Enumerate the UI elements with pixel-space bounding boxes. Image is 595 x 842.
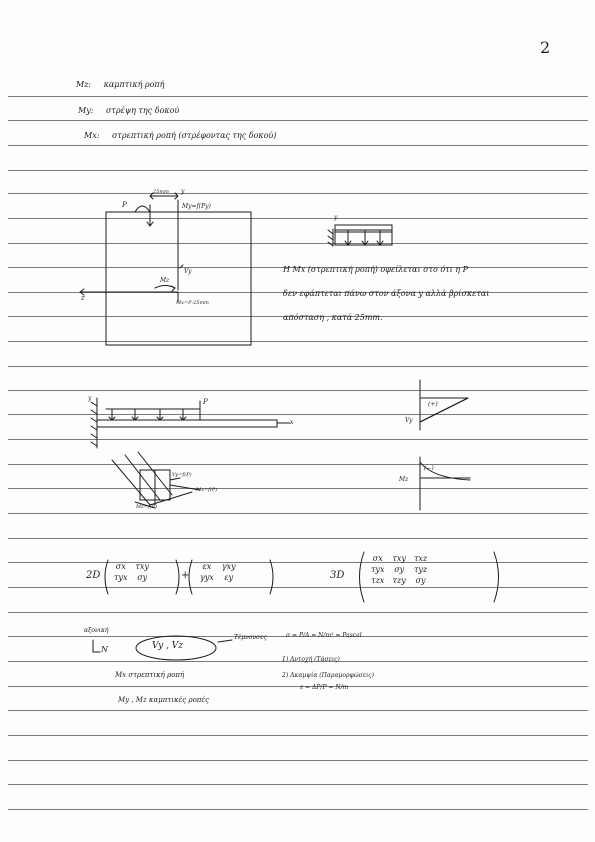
moment-sign: (−) [424,465,434,472]
mx-line: Mx στρεπτική ροπή [115,671,185,679]
element-mx: Mx=f(P) [196,487,218,493]
beam-y: y [88,395,92,402]
matrix-cell: τxz [413,554,428,563]
fig1-p: P [122,201,127,209]
matrix-cell: εy [224,573,234,582]
stress-matrix-3d [367,553,431,586]
strain-matrix-2d [196,561,240,583]
matrix-brackets [105,552,499,602]
fig1-vy: Vy [184,268,192,275]
shear-sign: (+) [428,401,438,408]
shear-note: Τέμνουσες [234,634,267,641]
axial-n: N [101,645,108,654]
definition-text: καμπτική ροπή [103,80,165,89]
beam-p: P [203,398,208,406]
note-line-3: απόσταση , κατά 25mm. [283,313,383,322]
matrix-cell: τzy [392,576,406,585]
matrix-cell: εx [202,562,212,571]
stress-matrix-2d [110,561,153,583]
note-line-1: Η Mx (στρεπτική ροπή) οφείλεται στο ότι η P [283,265,469,274]
moment-label: Mz [399,476,409,483]
matrix-cell: γxy [221,562,236,571]
fig1-mx: Mx=P·25mm [176,300,209,306]
my-mz-line: My , Mz καμπτικές ροπές [118,696,210,704]
beam-x: x [290,419,294,426]
small-support-figure [328,225,392,246]
element-figure [112,452,200,508]
matrix-cell: σy [137,573,148,582]
element-mz: Mz=f(P) [136,504,158,510]
definition-text: στρέψη της δοκού [105,106,180,115]
definition-text: στρεπτική ροπή (στρέφοντας της δοκού) [111,131,277,140]
matrix-connector: + [181,570,190,581]
shear-label: Vy [405,417,413,424]
matrix-cell: σx [115,562,126,571]
fig1-y: y [181,188,185,195]
axial-label: αξονική [84,627,109,634]
strain-formula: ε = ΔP/P = N/m [300,684,349,691]
item-1: 1) Αντοχή (Τάσεις) [282,656,340,663]
fig2-y: y [334,214,338,221]
matrix-cell: τyx [371,565,385,574]
matrix-cell: τyz [413,565,428,574]
cross-section-figure [80,193,251,345]
fig1-mz: Mz [160,277,170,284]
cantilever-beam-figure [91,398,290,448]
fig1-z: z [81,294,85,302]
axial-arrow [93,640,100,652]
definition-term: Mx: [84,131,100,140]
definition-term: Mz: [76,80,92,89]
matrix-cell: τzx [371,576,385,585]
matrix-cell: γyx [200,573,214,582]
item-2: 2) Ακαμψία (Παραμορφώσεις) [282,672,375,679]
fig1-dim: 25mm [153,189,169,195]
matrix-cell: τyx [114,573,128,582]
note-line-2: δεν εφάπτεται πάνω στον άξονα y αλλά βρίσκεται [283,289,490,298]
definition-term: My: [78,106,94,115]
matrix-cell: σx [372,554,383,563]
fig1-my: My=f(Py) [182,203,211,210]
matrix-cell: σy [415,576,426,585]
page-number: 2 [540,38,551,57]
matrix-cell: τxy [135,562,149,571]
matrix-cell: τxy [392,554,406,563]
matrix-cell: σy [394,565,405,574]
label-3d: 3D [330,570,345,581]
element-vy: Vy=f(P) [172,472,192,478]
label-2d: 2D [86,570,101,581]
stress-formula: σ = P/A = N/m² = Pascal [286,632,362,639]
shear-forces: Vy , Vz [152,641,184,651]
